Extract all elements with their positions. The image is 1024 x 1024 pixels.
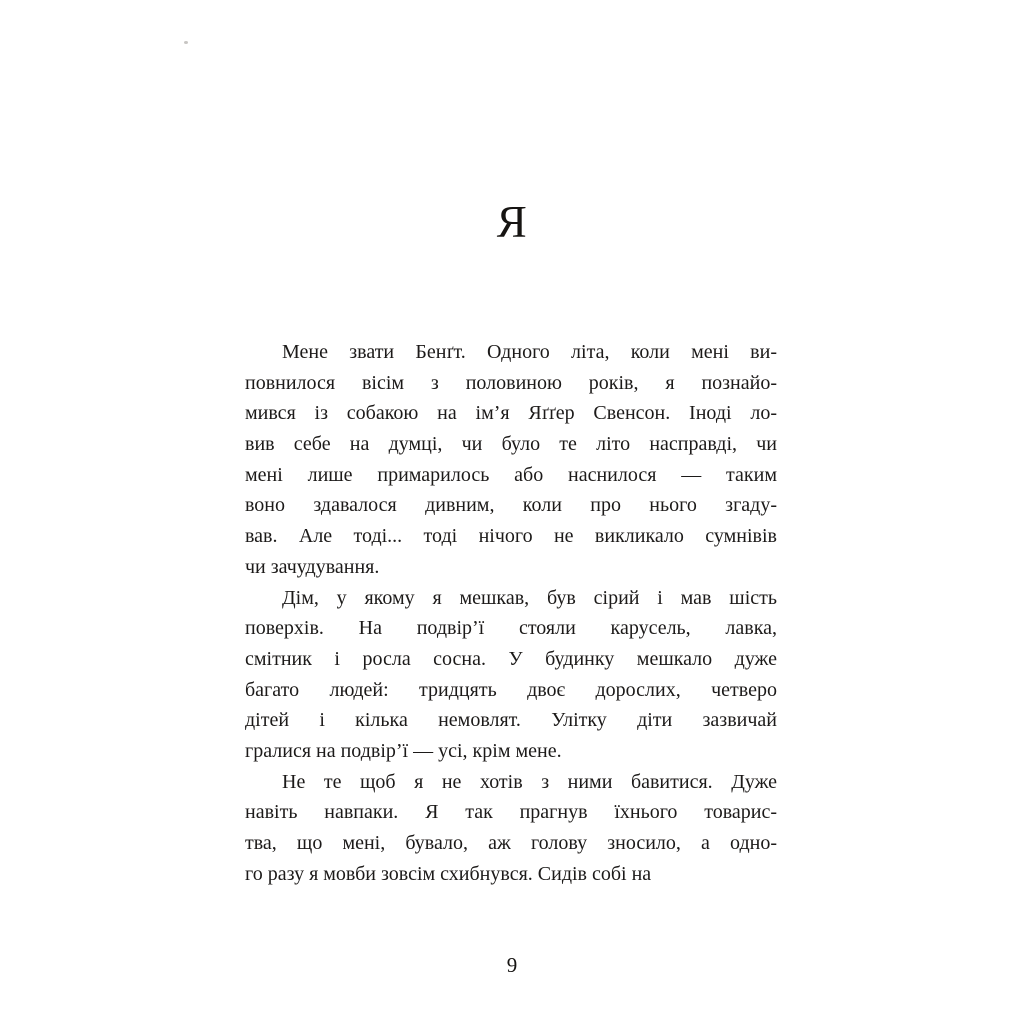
text-line: мені лише примарилось або наснилося — таким <box>245 463 777 486</box>
text-line: багато людей: тридцять двоє дорослих, четверо <box>245 678 777 701</box>
text-line: поверхів. На подвір’ї стояли карусель, лавка, <box>245 617 777 640</box>
scan-artifact-dot <box>184 41 188 44</box>
text-line: Мене звати Бенґт. Одного літа, коли мені ви- <box>282 341 777 363</box>
text-line: чи зачудування. <box>245 555 380 578</box>
text-line: Не те щоб я не хотів з ними бавитися. Дуже <box>282 770 777 793</box>
text-line: Дім, у якому я мешкав, був сірий і мав шість <box>282 586 777 609</box>
paragraph <box>245 767 777 890</box>
text-line: вав. Але тоді... тоді нічого не викликало сумнівів <box>245 525 777 548</box>
text-line: повнилося вісім з половиною років, я познайо- <box>245 371 777 394</box>
body-text-block <box>245 337 777 889</box>
text-line: го разу я мовби зовсім схибнувся. Сидів собі на <box>245 862 652 885</box>
text-line: вив себе на думці, чи було те літо насправді, чи <box>245 433 777 456</box>
text-line: гралися на подвір’ї — усі, крім мене. <box>245 739 562 762</box>
paragraph <box>245 583 777 767</box>
text-line: дітей і кілька немовлят. Улітку діти зазвичай <box>245 709 777 732</box>
chapter-title: Я <box>496 197 528 247</box>
paragraph <box>245 337 777 583</box>
text-line: смітник і росла сосна. У будинку мешкало дуже <box>245 647 777 670</box>
text-line: навіть навпаки. Я так прагнув їхнього товарис- <box>245 801 777 824</box>
text-line: тва, що мені, бувало, аж голову зносило, а одно- <box>245 832 777 854</box>
text-line: воно здавалося дивним, коли про нього згаду- <box>245 494 777 517</box>
page-number: 9 <box>506 953 518 977</box>
text-line: мився із собакою на ім’я Яґґер Свенсон. Іноді ло- <box>245 402 777 425</box>
